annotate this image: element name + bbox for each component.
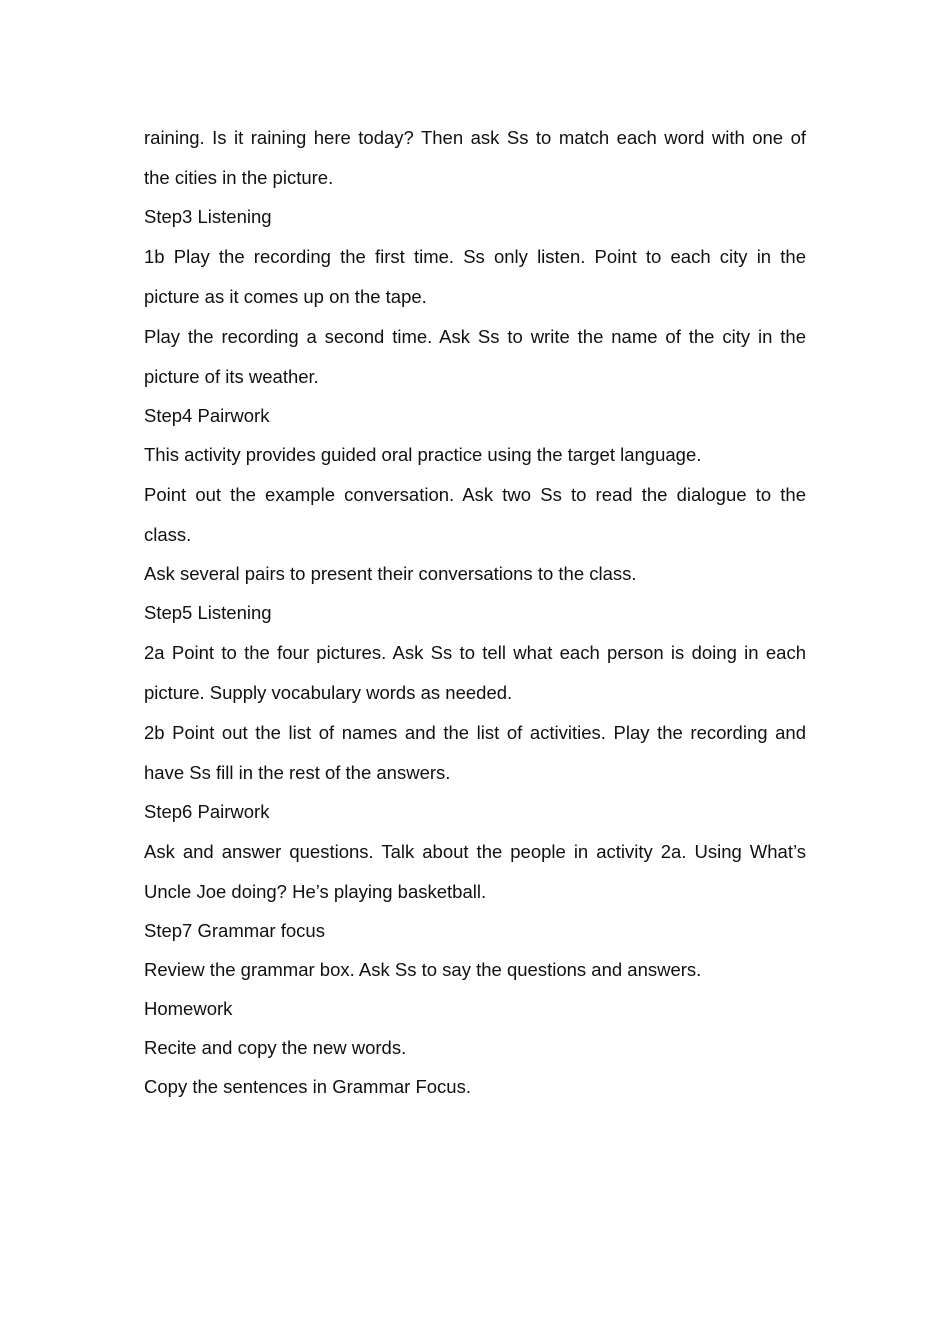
text-line: picture of its weather. bbox=[144, 366, 319, 387]
text-line: Play the recording a second time. Ask Ss to write the name of the city in the bbox=[144, 326, 806, 347]
document-body bbox=[144, 117, 806, 1106]
text-line: Ask and answer questions. Talk about the people in activity 2a. Using What’s bbox=[144, 841, 806, 862]
section-heading: Step4 Pairwork bbox=[144, 405, 270, 426]
text-line: 2b Point out the list of names and the list of activities. Play the recording and bbox=[144, 722, 806, 743]
text-line: Recite and copy the new words. bbox=[144, 1037, 407, 1058]
text-line: Uncle Joe doing? He’s playing basketball. bbox=[144, 881, 487, 902]
section-heading: Step6 Pairwork bbox=[144, 801, 270, 822]
text-line: Review the grammar box. Ask Ss to say the questions and answers. bbox=[144, 959, 702, 980]
text-line: Point out the example conversation. Ask two Ss to read the dialogue to the bbox=[144, 484, 806, 505]
text-line: 2a Point to the four pictures. Ask Ss to tell what each person is doing in each bbox=[144, 642, 806, 663]
section-heading: Homework bbox=[144, 998, 233, 1019]
text-line: Copy the sentences in Grammar Focus. bbox=[144, 1076, 471, 1097]
text-line: raining. Is it raining here today? Then ask Ss to match each word with one of bbox=[144, 127, 806, 148]
text-line: have Ss fill in the rest of the answers. bbox=[144, 762, 451, 783]
section-heading: Step5 Listening bbox=[144, 602, 272, 623]
section-heading: Step7 Grammar focus bbox=[144, 920, 325, 941]
text-line: class. bbox=[144, 524, 192, 545]
text-line: 1b Play the recording the first time. Ss only listen. Point to each city in the bbox=[144, 246, 806, 267]
text-line: This activity provides guided oral practice using the target language. bbox=[144, 444, 702, 465]
text-line: Ask several pairs to present their conversations to the class. bbox=[144, 563, 637, 584]
text-line: picture as it comes up on the tape. bbox=[144, 286, 427, 307]
text-line: the cities in the picture. bbox=[144, 167, 334, 188]
section-heading: Step3 Listening bbox=[144, 206, 272, 227]
text-line: picture. Supply vocabulary words as needed. bbox=[144, 682, 513, 703]
